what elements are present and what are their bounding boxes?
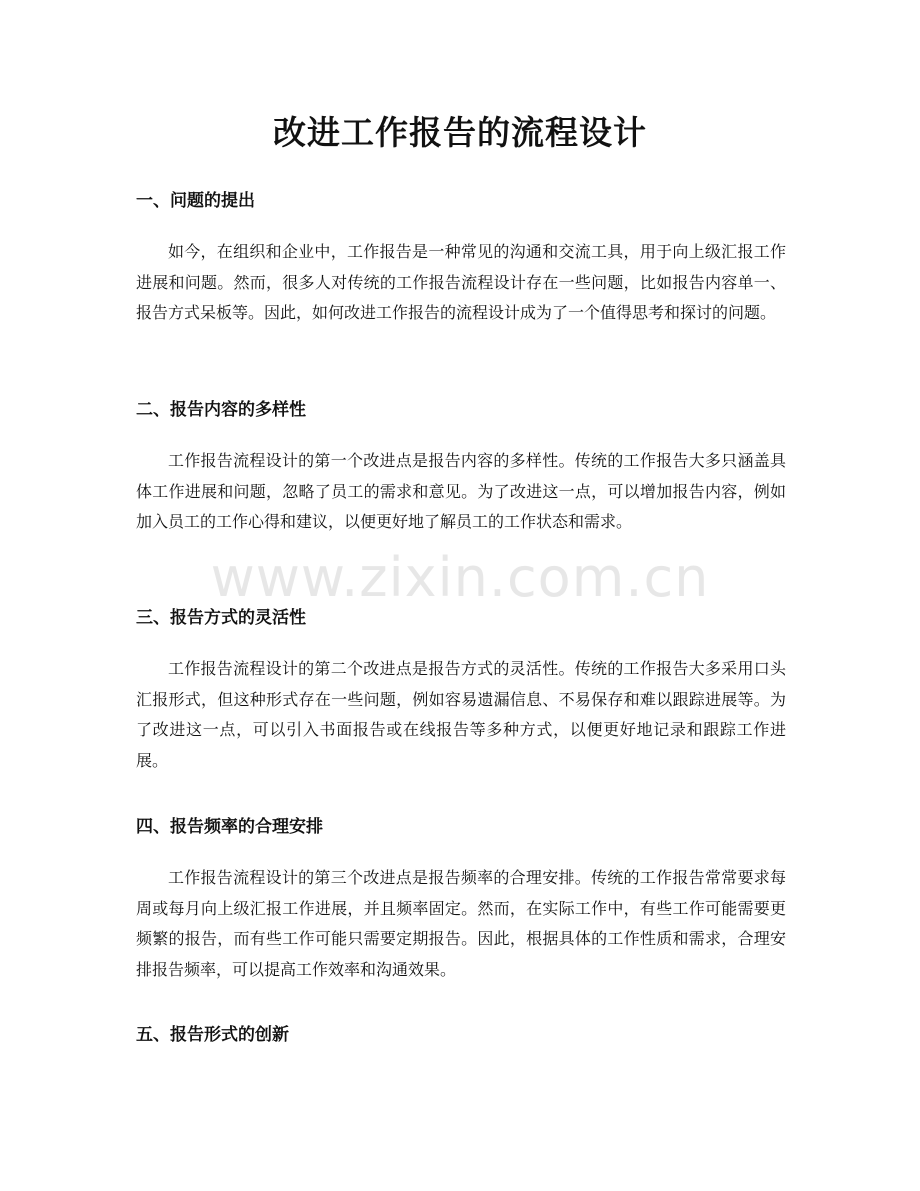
section-frequency-arrangement [136,812,786,985]
section-form-innovation [136,1020,786,1050]
watermark-text: www.zixin.com.cn [210,546,710,609]
section-content-diversity [136,395,786,538]
document-title: 改进工作报告的流程设计 [273,113,647,152]
section-paragraph: 如今，在组织和企业中，工作报告是一种常见的沟通和交流工具，用于向上级汇报工作进展和问题。然而，很多人对传统的工作报告流程设计存在一些问题，比如报告内容单一、报告方式呆板等。因此，如何改进工作报告的流程设计成为了一个值得思考和探讨的问题。 [136,242,786,322]
section-heading: 五、报告形式的创新 [136,1025,289,1045]
section-paragraph: 工作报告流程设计的第三个改进点是报告频率的合理安排。传统的工作报告常常要求每周或每月向上级汇报工作进展，并且频率固定。然而，在实际工作中，有些工作可能需要更频繁的报告，而有些工作可能只需要定期报告。因此，根据具体的工作性质和需求，合理安排报告频率，可以提高工作效率和沟通效果。 [136,868,786,979]
section-heading: 二、报告内容的多样性 [136,400,306,420]
section-heading: 一、问题的提出 [136,191,255,211]
section-heading: 四、报告频率的合理安排 [136,817,323,837]
section-method-flexibility [136,603,786,776]
section-problem [136,186,786,329]
section-paragraph: 工作报告流程设计的第二个改进点是报告方式的灵活性。传统的工作报告大多采用口头汇报形式，但这种形式存在一些问题，例如容易遗漏信息、不易保存和难以跟踪进展等。为了改进这一点，可以引入书面报告或在线报告等多种方式，以便更好地记录和跟踪工作进展。 [136,659,786,770]
section-heading: 三、报告方式的灵活性 [136,608,306,628]
section-paragraph: 工作报告流程设计的第一个改进点是报告内容的多样性。传统的工作报告大多只涵盖具体工作进展和问题，忽略了员工的需求和意见。为了改进这一点，可以增加报告内容，例如加入员工的工作心得和建议，以便更好地了解员工的工作状态和需求。 [136,451,786,531]
